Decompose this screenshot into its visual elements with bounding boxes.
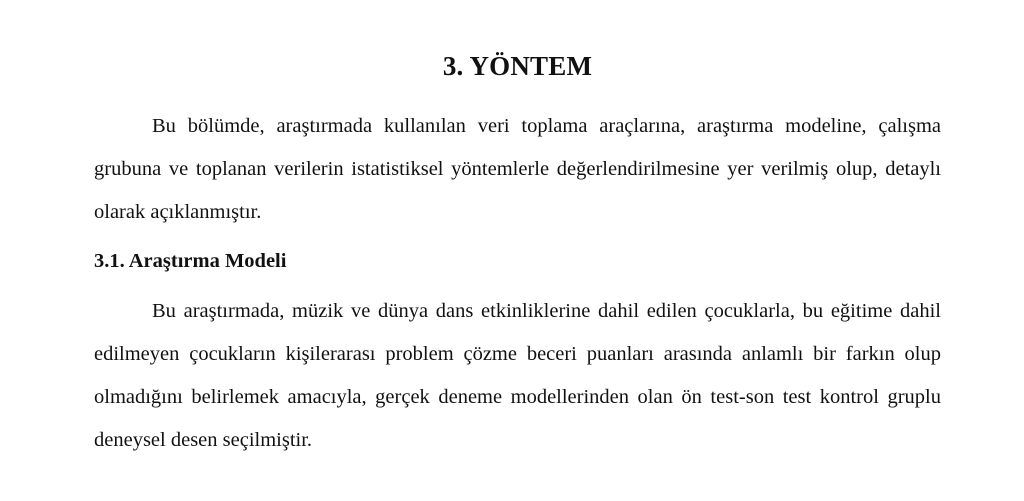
- intro-paragraph: Bu bölümde, araştırmada kullanılan veri toplama araçlarına, araştırma modeline, çalışma grubuna ve toplanan verilerin istatistiksel yöntemlerle değerlendirilmesine yer verilmiş olup, detaylı olarak açıklanmıştır.: [94, 115, 941, 223]
- section-paragraph: Bu araştırmada, müzik ve dünya dans etkinliklerine dahil edilen çocuklarla, bu eğitime dahil edilmeyen çocukların kişilerarası problem çözme beceri puanları arasında anlamlı bir farkın olup olmadığını belirlemek amacıyla, gerçek deneme modellerinden olan ön test-son test kontrol gruplu deneysel desen seçilmiştir.: [94, 300, 941, 451]
- chapter-title: 3. YÖNTEM: [442, 51, 593, 81]
- section-heading: 3.1. Araştırma Modeli: [94, 250, 287, 272]
